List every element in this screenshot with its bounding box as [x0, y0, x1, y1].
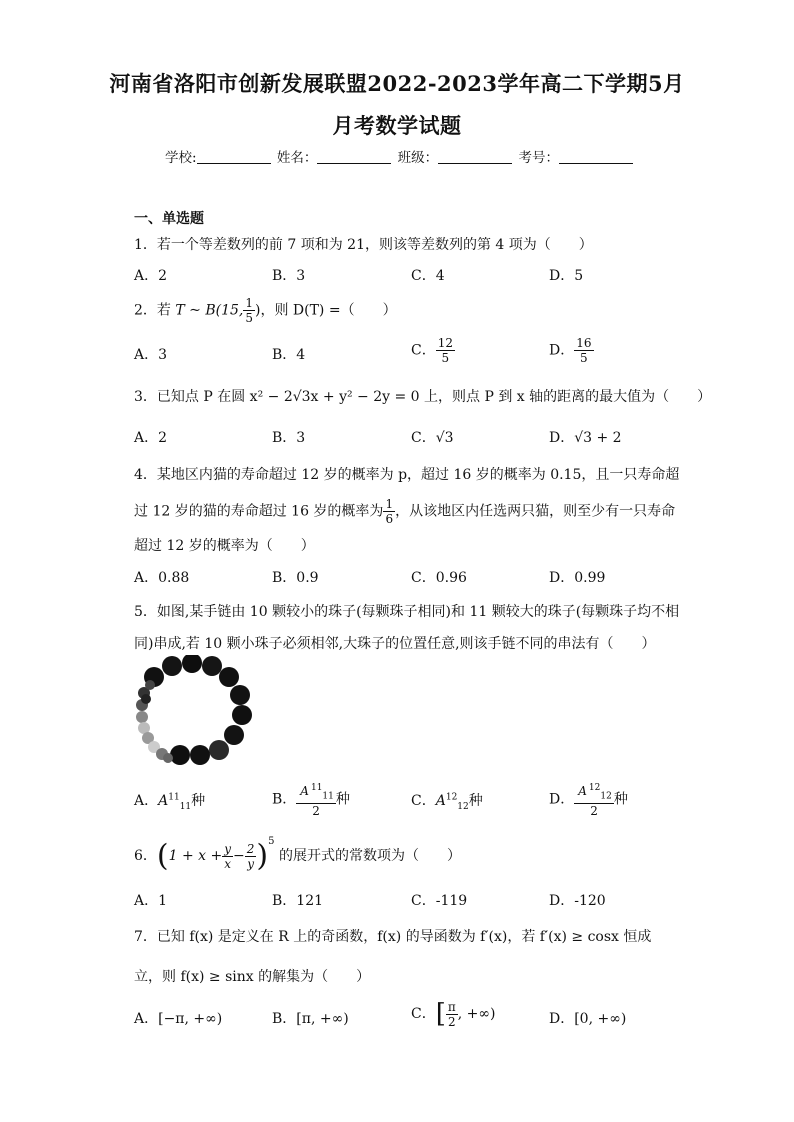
q5-b-sub: 11	[322, 791, 334, 802]
q6-pre: 6．	[134, 848, 157, 864]
q4-option-c[interactable]: C．0.96	[411, 570, 467, 586]
exam-title-line1: 河南省洛阳市创新发展联盟2022-2023学年高二下学期5月	[109, 71, 685, 96]
q7-option-a[interactable]: A．[−π, +∞)	[134, 1011, 223, 1027]
q2-c-fraction	[436, 336, 455, 365]
q5-b-sup: 11	[310, 783, 323, 793]
q5-b-label: B．	[272, 791, 297, 808]
q4-line2-post: ，从该地区内任选两只猫，则至少有一只寿命	[395, 503, 676, 520]
q6-y-num: y	[224, 841, 232, 856]
exam-number-label: 考号：	[518, 150, 559, 166]
q5-d-label: D．	[549, 791, 575, 808]
q6-post: 的展开式的常数项为（ ）	[278, 848, 461, 864]
class-blank[interactable]	[438, 149, 512, 164]
q2-frac-den: 5	[245, 311, 253, 325]
q1-options	[134, 265, 694, 285]
name-blank[interactable]	[317, 149, 391, 164]
q5-b-num	[296, 781, 336, 804]
q7-c-den: 2	[448, 1014, 456, 1029]
q1-option-a[interactable]: A．2	[134, 268, 168, 284]
q2-d-num: 16	[576, 336, 592, 350]
q5-a-unit: 种	[191, 793, 206, 809]
q7-option-c[interactable]	[411, 999, 496, 1029]
q2-c-den: 5	[441, 351, 450, 365]
q2-pre: 2．若	[134, 302, 171, 319]
q2-d-fraction	[574, 336, 593, 365]
q5-option-b[interactable]	[272, 781, 350, 818]
exam-number-blank[interactable]	[559, 149, 633, 164]
q5-option-d[interactable]	[549, 781, 628, 818]
q2-option-d[interactable]	[549, 336, 594, 365]
q5-c-label: C．	[411, 793, 436, 809]
q6-option-a[interactable]: A．1	[134, 893, 168, 909]
q2-c-num: 12	[437, 336, 453, 350]
q5-d-sup: 12	[588, 783, 601, 793]
q6-y-den: x	[224, 856, 232, 871]
q6-t-num: 2	[246, 841, 255, 856]
q7-options	[134, 999, 694, 1029]
q6-frac-yx	[222, 842, 233, 871]
student-info-line	[165, 146, 635, 166]
q6-option-c[interactable]: C．-119	[411, 893, 468, 909]
q4-stem-line2	[134, 497, 675, 526]
q4-line2-pre: 过 12 岁的猫的寿命超过 16 岁的概率为	[134, 503, 384, 520]
q5-a-sup: 11	[168, 792, 180, 803]
q2-d-label: D．	[549, 342, 575, 359]
q6-option-d[interactable]: D．-120	[549, 893, 606, 909]
q6-t-den: y	[247, 856, 254, 871]
q5-options	[134, 783, 694, 819]
school-label: 学校:	[165, 150, 197, 166]
q5-d-fraction	[574, 781, 614, 818]
q5-d-sub: 12	[600, 791, 612, 802]
q5-b-unit: 种	[335, 791, 350, 808]
q4-option-b[interactable]: B．0.9	[272, 570, 319, 586]
q6-exponent: 5	[268, 836, 275, 847]
q4-frac-num: 1	[385, 497, 394, 511]
q5-b-sym: A	[300, 784, 309, 798]
school-blank[interactable]	[197, 149, 271, 164]
q2-c-label: C．	[411, 342, 436, 359]
q5-a-sub: 11	[179, 801, 192, 812]
q5-option-a[interactable]	[134, 790, 205, 812]
exam-title-line2: 月考数学试题	[332, 113, 462, 138]
q7-option-d[interactable]: D．[0, +∞)	[549, 1011, 627, 1027]
q5-option-c[interactable]	[411, 790, 483, 812]
q6-expr-a: 1 + x +	[168, 848, 223, 864]
q5-a-label: A．	[134, 793, 159, 809]
q4-stem-line3: 超过 12 岁的概率为（ ）	[134, 538, 315, 554]
q7-c-num: π	[447, 999, 456, 1014]
q4-frac-den: 6	[385, 512, 394, 526]
q6-frac-2y	[245, 842, 257, 871]
q6-right-paren: )	[256, 838, 269, 874]
q7-stem-line2: 立，则 f(x) ≥ sinx 的解集为（ ）	[134, 969, 371, 985]
q1-option-b[interactable]: B．3	[272, 268, 306, 284]
bracelet-figure	[134, 655, 254, 770]
q3-stem: 3．已知点 P 在圆 x² − 2√3x + y² − 2y = 0 上，则点 P 到 x 轴的距离的最大值为（ ）	[134, 389, 712, 405]
q5-stem-line2: 同)串成,若 10 颗小珠子必须相邻,大珠子的位置任意,则该手链不同的串法有（ ）	[134, 636, 656, 652]
q7-stem-line1: 7．已知 f(x) 是定义在 R 上的奇函数，f(x) 的导函数为 f′(x)，若 f′(x) ≥ cosx 恒成	[134, 929, 652, 945]
q4-option-a[interactable]: A．0.88	[134, 570, 190, 586]
q7-option-b[interactable]: B．[π, +∞)	[272, 1011, 349, 1027]
q5-d-unit: 种	[613, 791, 628, 808]
q2-frac-num: 1	[245, 296, 253, 310]
q3-option-b[interactable]: B．3	[272, 430, 306, 446]
q5-d-num	[574, 781, 614, 804]
q5-b-den: 2	[312, 804, 320, 819]
q2-d-den: 5	[580, 351, 588, 365]
q5-c-sup: 12	[445, 792, 458, 803]
q6-option-b[interactable]: B．121	[272, 893, 324, 909]
q7-c-left-bracket: [	[435, 999, 446, 1029]
q4-stem-line1: 4．某地区内猫的寿命超过 12 岁的概率为 p，超过 16 岁的概率为 0.15，且一只寿命超	[134, 467, 680, 483]
q6-minus: −	[233, 848, 245, 864]
bracelet-small-beads	[136, 680, 173, 763]
q6-stem	[134, 836, 461, 874]
q5-stem-line1: 5．如图,某手链由 10 颗较小的珠子(每颗珠子相同)和 11 颗较大的珠子(每颗珠子均不相	[134, 604, 680, 620]
q6-options	[134, 890, 694, 910]
q5-c-sub: 12	[457, 801, 469, 812]
q5-d-sym: A	[578, 784, 587, 798]
q7-c-fraction	[446, 1000, 458, 1029]
q7-c-label: C．	[411, 1006, 436, 1022]
q1-option-d[interactable]: D．5	[549, 268, 584, 284]
q1-stem: 1．若一个等差数列的前 7 项和为 21，则该等差数列的第 4 项为（ ）	[134, 237, 593, 253]
q2-option-a[interactable]: A．3	[134, 347, 168, 363]
q5-b-fraction	[296, 781, 336, 818]
q3-option-a[interactable]: A．2	[134, 430, 168, 446]
q2-expr: T ~ B(15,	[175, 302, 244, 319]
q2-option-b[interactable]: B．4	[272, 347, 306, 363]
q4-options	[134, 567, 694, 587]
q1-option-c[interactable]: C．4	[411, 268, 445, 284]
q5-c-sym: A	[435, 793, 446, 809]
q3-options	[134, 427, 694, 447]
class-label: 班级：	[397, 150, 439, 166]
q7-c-rest: , +∞)	[457, 1006, 496, 1022]
q4-fraction	[383, 497, 395, 526]
q2-stem	[134, 296, 397, 325]
q5-c-unit: 种	[468, 793, 483, 809]
q3-option-c[interactable]: C．√3	[411, 430, 454, 446]
q6-left-paren: (	[156, 838, 169, 874]
q5-a-sym: A	[158, 793, 169, 809]
section-heading: 一、单选题	[134, 211, 204, 227]
name-label: 姓名：	[276, 150, 318, 166]
q2-options	[134, 336, 694, 365]
q2-fraction	[243, 296, 255, 325]
q4-option-d[interactable]: D．0.99	[549, 570, 606, 586]
q2-post: )，则 D(T) =（ ）	[255, 302, 397, 319]
q2-option-c[interactable]	[411, 336, 455, 365]
q3-option-d[interactable]: D．√3 + 2	[549, 430, 622, 446]
q5-d-den: 2	[590, 804, 598, 819]
